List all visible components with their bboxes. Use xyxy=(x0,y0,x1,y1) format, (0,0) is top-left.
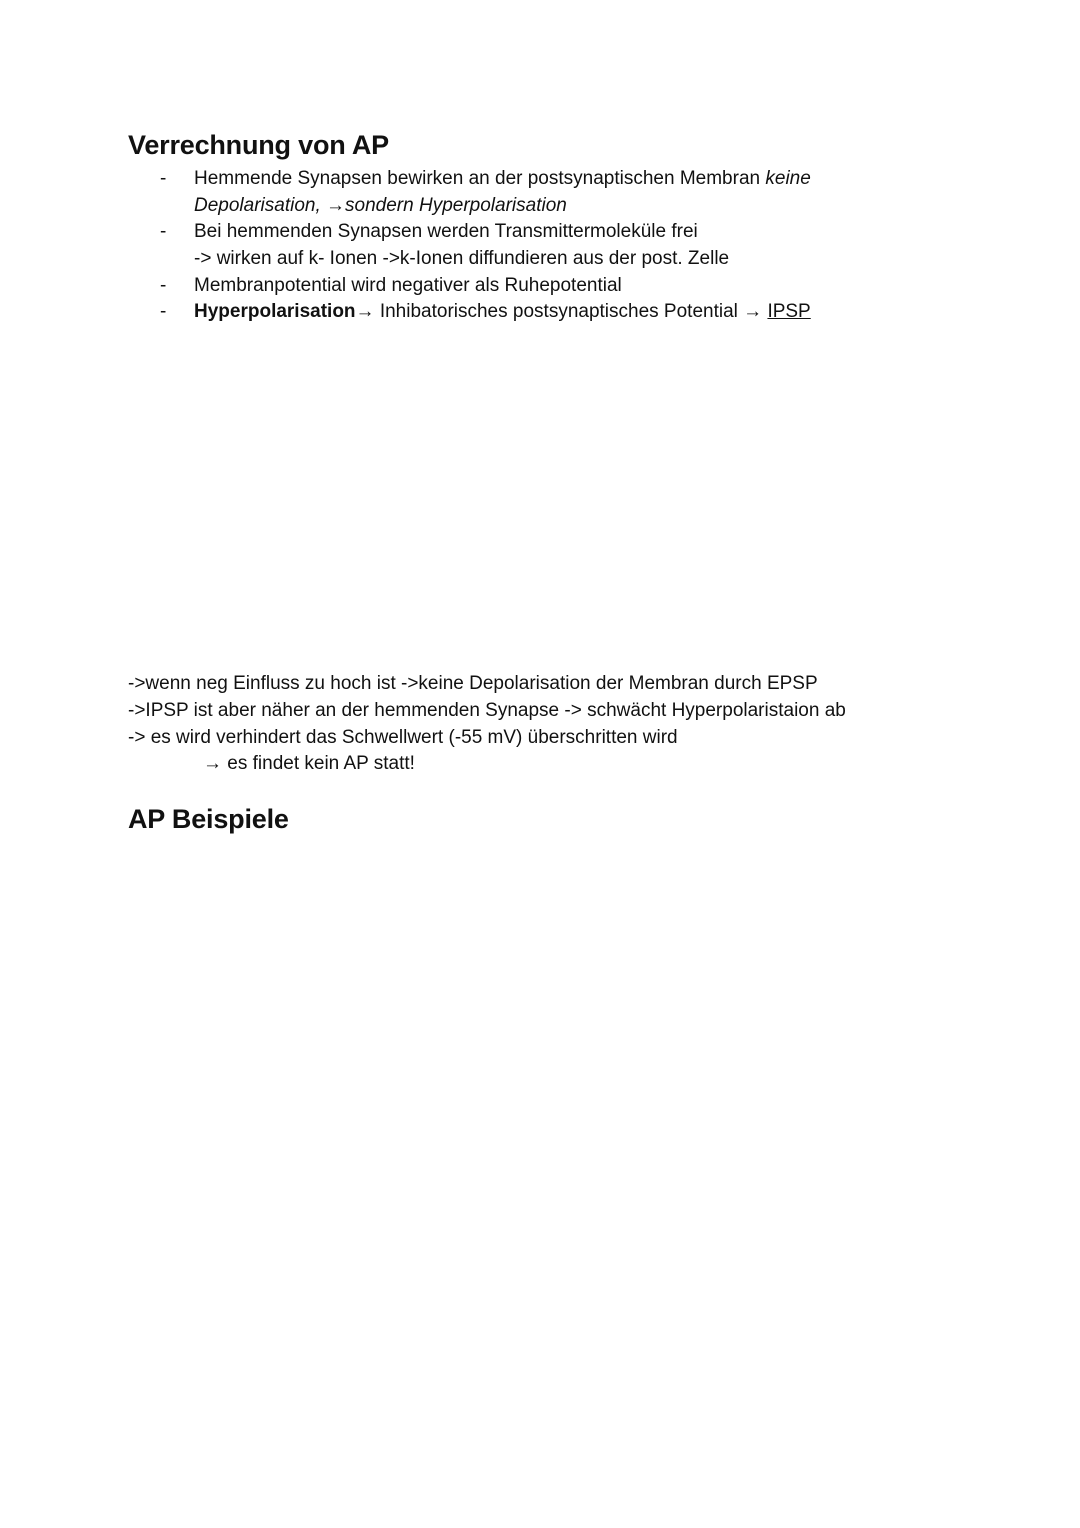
arrow-icon: → xyxy=(203,753,222,774)
arrow-icon: → xyxy=(326,195,346,216)
bullet-1-line-1 xyxy=(194,167,811,191)
bullet-1-italic-keine: keine xyxy=(765,168,811,189)
arrow-icon: → xyxy=(355,301,375,322)
section-title-verrechnung: Verrechnung von AP xyxy=(128,130,389,160)
note-line-3: -> es wird verhindert das Schwellwert (-55 mV) überschritten wird xyxy=(128,727,678,748)
bullet-4-text: Inhibatorisches postsynaptisches Potential xyxy=(374,301,744,322)
bullet-1-text: Hemmende Synapsen bewirken an der postsynaptischen Membran xyxy=(194,168,766,189)
note-conclusion-text: es findet kein AP statt! xyxy=(222,753,415,774)
note-line-1: ->wenn neg Einfluss zu hoch ist ->keine Depolarisation der Membran durch EPSP xyxy=(128,673,818,694)
bullet-4-underlined-ipsp: IPSP xyxy=(767,301,811,322)
note-conclusion xyxy=(203,752,415,776)
bullet-dash: - xyxy=(160,275,167,296)
bullet-dash: - xyxy=(160,301,167,322)
bullet-2-line-2: -> wirken auf k- Ionen ->k-Ionen diffundieren aus der post. Zelle xyxy=(194,248,730,269)
arrow-icon: → xyxy=(743,301,763,322)
bullet-dash: - xyxy=(160,168,167,189)
bullet-1-italic-depolarisation: Depolarisation, xyxy=(194,195,327,216)
bullet-4-bold-hyperpolarisation: Hyperpolarisation xyxy=(194,301,356,322)
bullet-4-line-1 xyxy=(194,300,811,324)
bullet-3-line-1: Membranpotential wird negativer als Ruhepotential xyxy=(194,275,622,296)
bullet-1-line-2 xyxy=(194,194,567,218)
bullet-2-line-1: Bei hemmenden Synapsen werden Transmittermoleküle frei xyxy=(194,221,698,242)
bullet-dash: - xyxy=(160,221,167,242)
bullet-1-italic-hyperpolarisation: sondern Hyperpolarisation xyxy=(345,195,567,216)
section-title-ap-beispiele: AP Beispiele xyxy=(128,804,289,834)
note-line-2: ->IPSP ist aber näher an der hemmenden Synapse -> schwächt Hyperpolaristaion ab xyxy=(128,700,846,721)
